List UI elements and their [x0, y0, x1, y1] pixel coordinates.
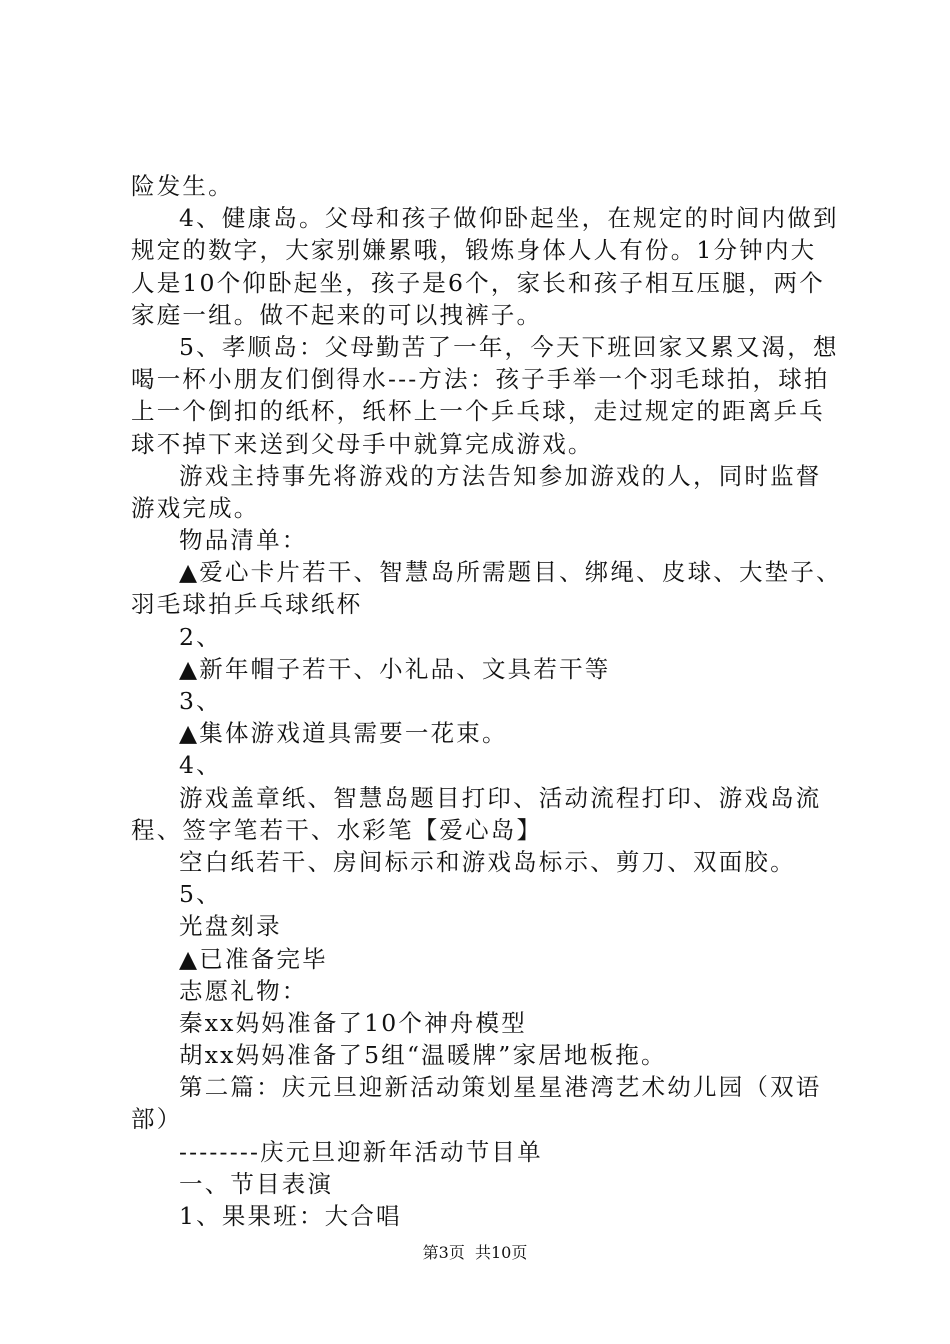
- text-line: ▲已准备完毕: [179, 944, 328, 973]
- text-line: 游戏盖章纸、智慧岛题目打印、活动流程打印、游戏岛流: [179, 783, 822, 812]
- text-line: 4、健康岛。父母和孩子做仰卧起坐，在规定的时间内做到: [179, 204, 839, 233]
- text-line: 5、孝顺岛：父母勤苦了一年，今天下班回家又累又渴，想: [179, 332, 839, 361]
- text-line: 人是10个仰卧起坐，孩子是6个，家长和孩子相互压腿，两个: [131, 268, 825, 297]
- text-line: 5、: [179, 880, 222, 909]
- text-line: 3、: [179, 687, 222, 715]
- text-line: 空白纸若干、房间标示和游戏岛标示、剪刀、双面胶。: [179, 847, 796, 876]
- text-line: 光盘刻录: [179, 912, 282, 941]
- text-line: 秦xx妈妈准备了10个神舟模型: [179, 1008, 527, 1037]
- text-line: 程、签字笔若干、水彩笔【爱心岛】: [131, 815, 543, 844]
- text-line: 一、节目表演: [179, 1169, 334, 1198]
- text-line: 游戏主持事先将游戏的方法告知参加游戏的人，同时监督: [179, 461, 822, 490]
- text-line: 胡xx妈妈准备了5组“温暖牌”家居地板拖。: [179, 1041, 667, 1070]
- text-line: 球不掉下来送到父母手中就算完成游戏。: [131, 429, 594, 458]
- page-footer: 第3页 共10页: [422, 1243, 528, 1262]
- text-line: 羽毛球拍乒乓球纸杯: [131, 590, 363, 619]
- text-line: 1、果果班：大合唱: [179, 1202, 402, 1230]
- text-line: 上一个倒扣的纸杯，纸杯上一个乒乓球，走过规定的距离乒乓: [131, 397, 825, 426]
- text-line: 物品清单：: [179, 526, 308, 555]
- text-line: 4、: [179, 751, 222, 780]
- text-line: ▲爱心卡片若干、智慧岛所需题目、绑绳、皮球、大垫子、: [179, 558, 842, 587]
- text-line: 游戏完成。: [131, 493, 260, 522]
- text-line: 部）: [131, 1105, 183, 1134]
- text-line: ▲新年帽子若干、小礼品、文具若干等: [179, 654, 611, 683]
- text-line: 家庭一组。做不起来的可以拽裤子。: [131, 300, 543, 329]
- text-line: 险发生。: [131, 172, 234, 200]
- text-line: ▲集体游戏道具需要一花束。: [179, 719, 508, 748]
- text-line: 规定的数字，大家别嫌累哦，锻炼身体人人有份。1分钟内大: [131, 236, 817, 265]
- text-line: 2、: [179, 622, 222, 651]
- text-line: 志愿礼物：: [179, 976, 308, 1005]
- text-line: --------庆元旦迎新年活动节目单: [179, 1137, 543, 1166]
- text-line: 喝一杯小朋友们倒得水---方法：孩子手举一个羽毛球拍，球拍: [131, 365, 830, 394]
- text-line: 第二篇：庆元旦迎新活动策划星星港湾艺术幼儿园（双语: [179, 1073, 822, 1102]
- body-text: [131, 170, 843, 1232]
